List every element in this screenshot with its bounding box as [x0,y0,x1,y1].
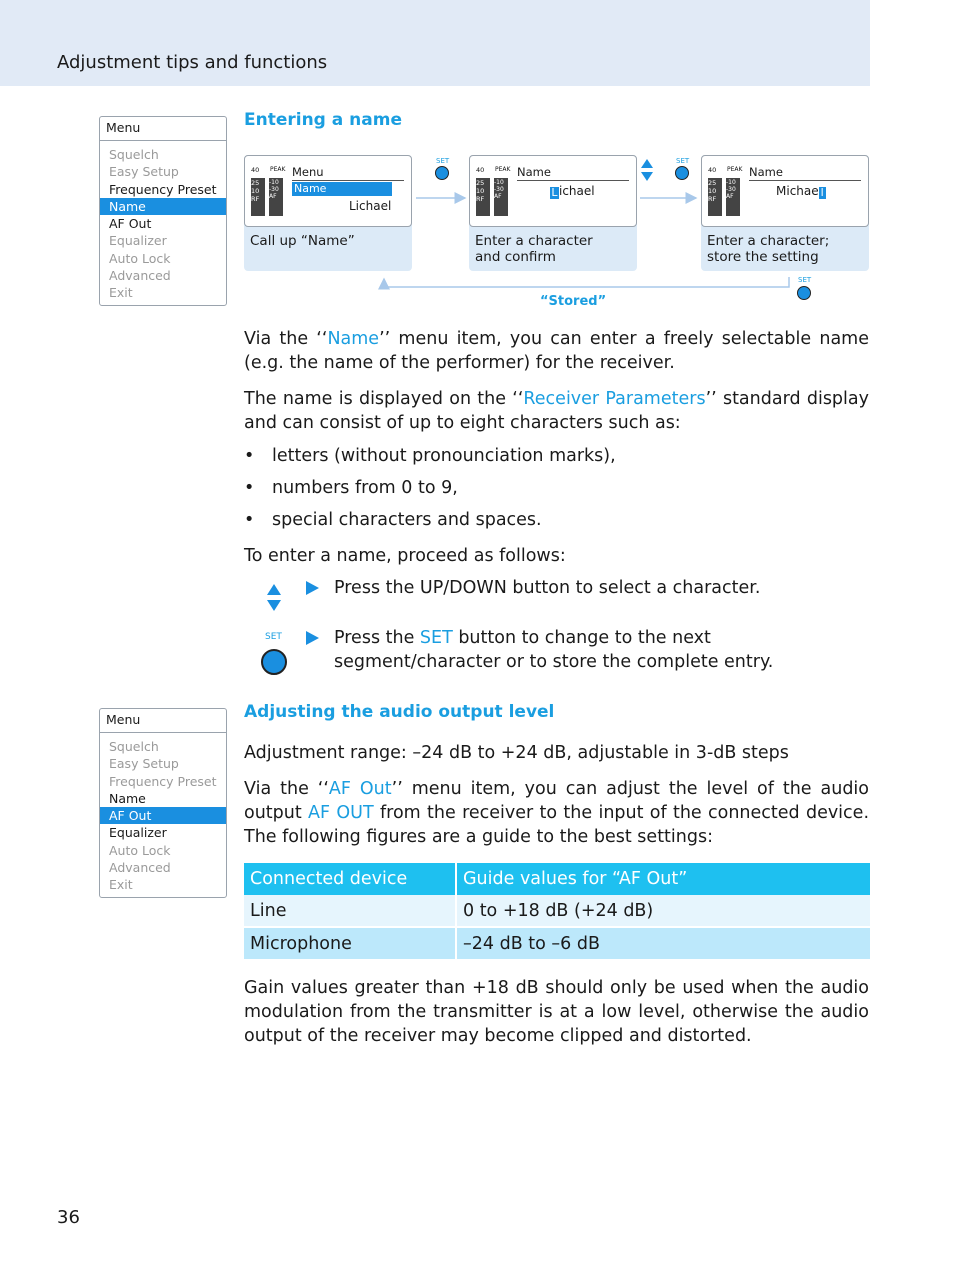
set-button-icon [675,166,689,180]
diagram-panel-enter-confirm [469,155,637,271]
menu-item: Frequency Preset [109,181,217,197]
header-band [0,0,870,86]
arrow-back-stored [384,277,789,287]
screen-value: Michae l [776,184,824,199]
table-header-cell: Guide values for “AF Out” [456,863,870,895]
stored-label: “Stored” [540,294,607,309]
page-number: 36 [57,1207,80,1228]
section-heading-audio-output: Adjusting the audio output level [244,702,555,722]
screen-title: Name [749,165,861,181]
down-arrow-icon [641,172,653,181]
panel-caption: Enter a character and confirm [475,233,593,265]
menu-item: Frequency Preset [109,773,217,789]
instruction-step-set: Press the SET button to change to the next segment/character or to store the complete entry. [306,626,869,674]
link-receiver-parameters: Receiver Parameters [523,389,706,409]
set-label: SET [798,276,812,284]
receiver-screen [701,155,869,227]
table-cell: –24 dB to –6 dB [456,927,870,959]
table-row [244,895,870,927]
menu-item: Equalizer [109,233,167,249]
link-set: SET [419,628,453,648]
menu-title: Menu [100,709,226,733]
up-down-button-icon [265,583,283,613]
menu-item: Name [100,198,226,215]
menu-item: Easy Setup [109,756,179,772]
level-meter-icon: 40 PEAK 25 10 RF -10 -30 AF [708,166,746,210]
set-label: SET [436,157,450,165]
name-entry-diagram [244,155,870,315]
menu-item: Squelch [109,739,159,754]
menu-item: Equalizer [109,825,167,841]
menu-item: Auto Lock [109,250,171,266]
menu-display-af-out [99,708,227,898]
set-button-icon [435,166,449,180]
table-row [244,927,870,959]
set-button-icon [261,649,287,675]
menu-title: Menu [100,117,226,141]
table-header-row [244,863,870,895]
level-meter-icon: 40 PEAK 25 10 RF -10 -30 AF [476,166,514,210]
paragraph-adjustment-range: Adjustment range: –24 dB to +24 dB, adjustable in 3-dB steps [244,743,789,763]
menu-item: AF Out [100,807,226,824]
level-meter-icon: 40 PEAK 25 10 RF -10 -30 AF [251,166,289,210]
menu-list [100,733,226,897]
guide-values-table [244,863,870,959]
step-triangle-icon [306,631,319,645]
paragraph-gain-warning: Gain values greater than +18 dB should only be used when the audio modulation from the transmitter is at a low level, otherwise the audio output of the receiver may become clipped and distorted. [244,978,869,1046]
set-label: SET [265,632,282,642]
panel-caption: Enter a character; store the setting [707,233,830,265]
paragraph-proceed: To enter a name, proceed as follows: [244,546,566,566]
up-arrow-icon [641,159,653,168]
menu-item: Auto Lock [109,842,171,858]
section-heading-entering-name: Entering a name [244,110,402,130]
paragraph-name-display: The name is displayed on the ‘‘Receiver Parameters’’ standard display and can consist of up to eight characters such as: [244,389,869,433]
set-label: SET [676,157,690,165]
screen-value: Lichael [551,184,595,199]
menu-item: Squelch [109,147,159,162]
table-header-cell: Connected device [244,863,456,895]
menu-item: Name [109,790,146,806]
screen-value: Lichael [349,199,392,213]
screen-highlight: Name [292,182,392,196]
menu-item: Easy Setup [109,164,179,180]
receiver-screen [244,155,412,227]
receiver-screen [469,155,637,227]
menu-item: Exit [109,285,133,301]
screen-title: Menu [292,165,404,181]
diagram-panel-call-up [244,155,412,271]
link-af-out-socket: AF OUT [308,803,374,823]
page-header-title: Adjustment tips and functions [57,52,328,73]
diagram-panel-store [701,155,869,271]
table-cell: Microphone [244,927,456,959]
menu-item: AF Out [109,216,152,232]
menu-display-name [99,116,227,306]
menu-list [100,141,226,305]
paragraph-af-out: Via the ‘‘AF Out’’ menu item, you can adjust the level of the audio output AF OUT from the receiver to the input of the connected device. The following figures are a guide to the best settings: [244,779,870,847]
link-af-out: AF Out [328,779,392,799]
paragraph-name-intro: Via the ‘‘Name’’ menu item, you can enter a freely selectable name (e.g. the name of the performer) for the receiver. [244,329,869,373]
table-cell: Line [244,895,456,927]
link-name: Name [327,329,380,349]
menu-item: Exit [109,877,133,893]
menu-item: Advanced [109,268,171,284]
screen-title: Name [517,165,629,181]
panel-caption: Call up “Name” [250,233,355,249]
step-triangle-icon [306,581,319,595]
table-cell: 0 to +18 dB (+24 dB) [456,895,870,927]
set-button-icon [797,286,811,300]
menu-item: Advanced [109,860,171,876]
